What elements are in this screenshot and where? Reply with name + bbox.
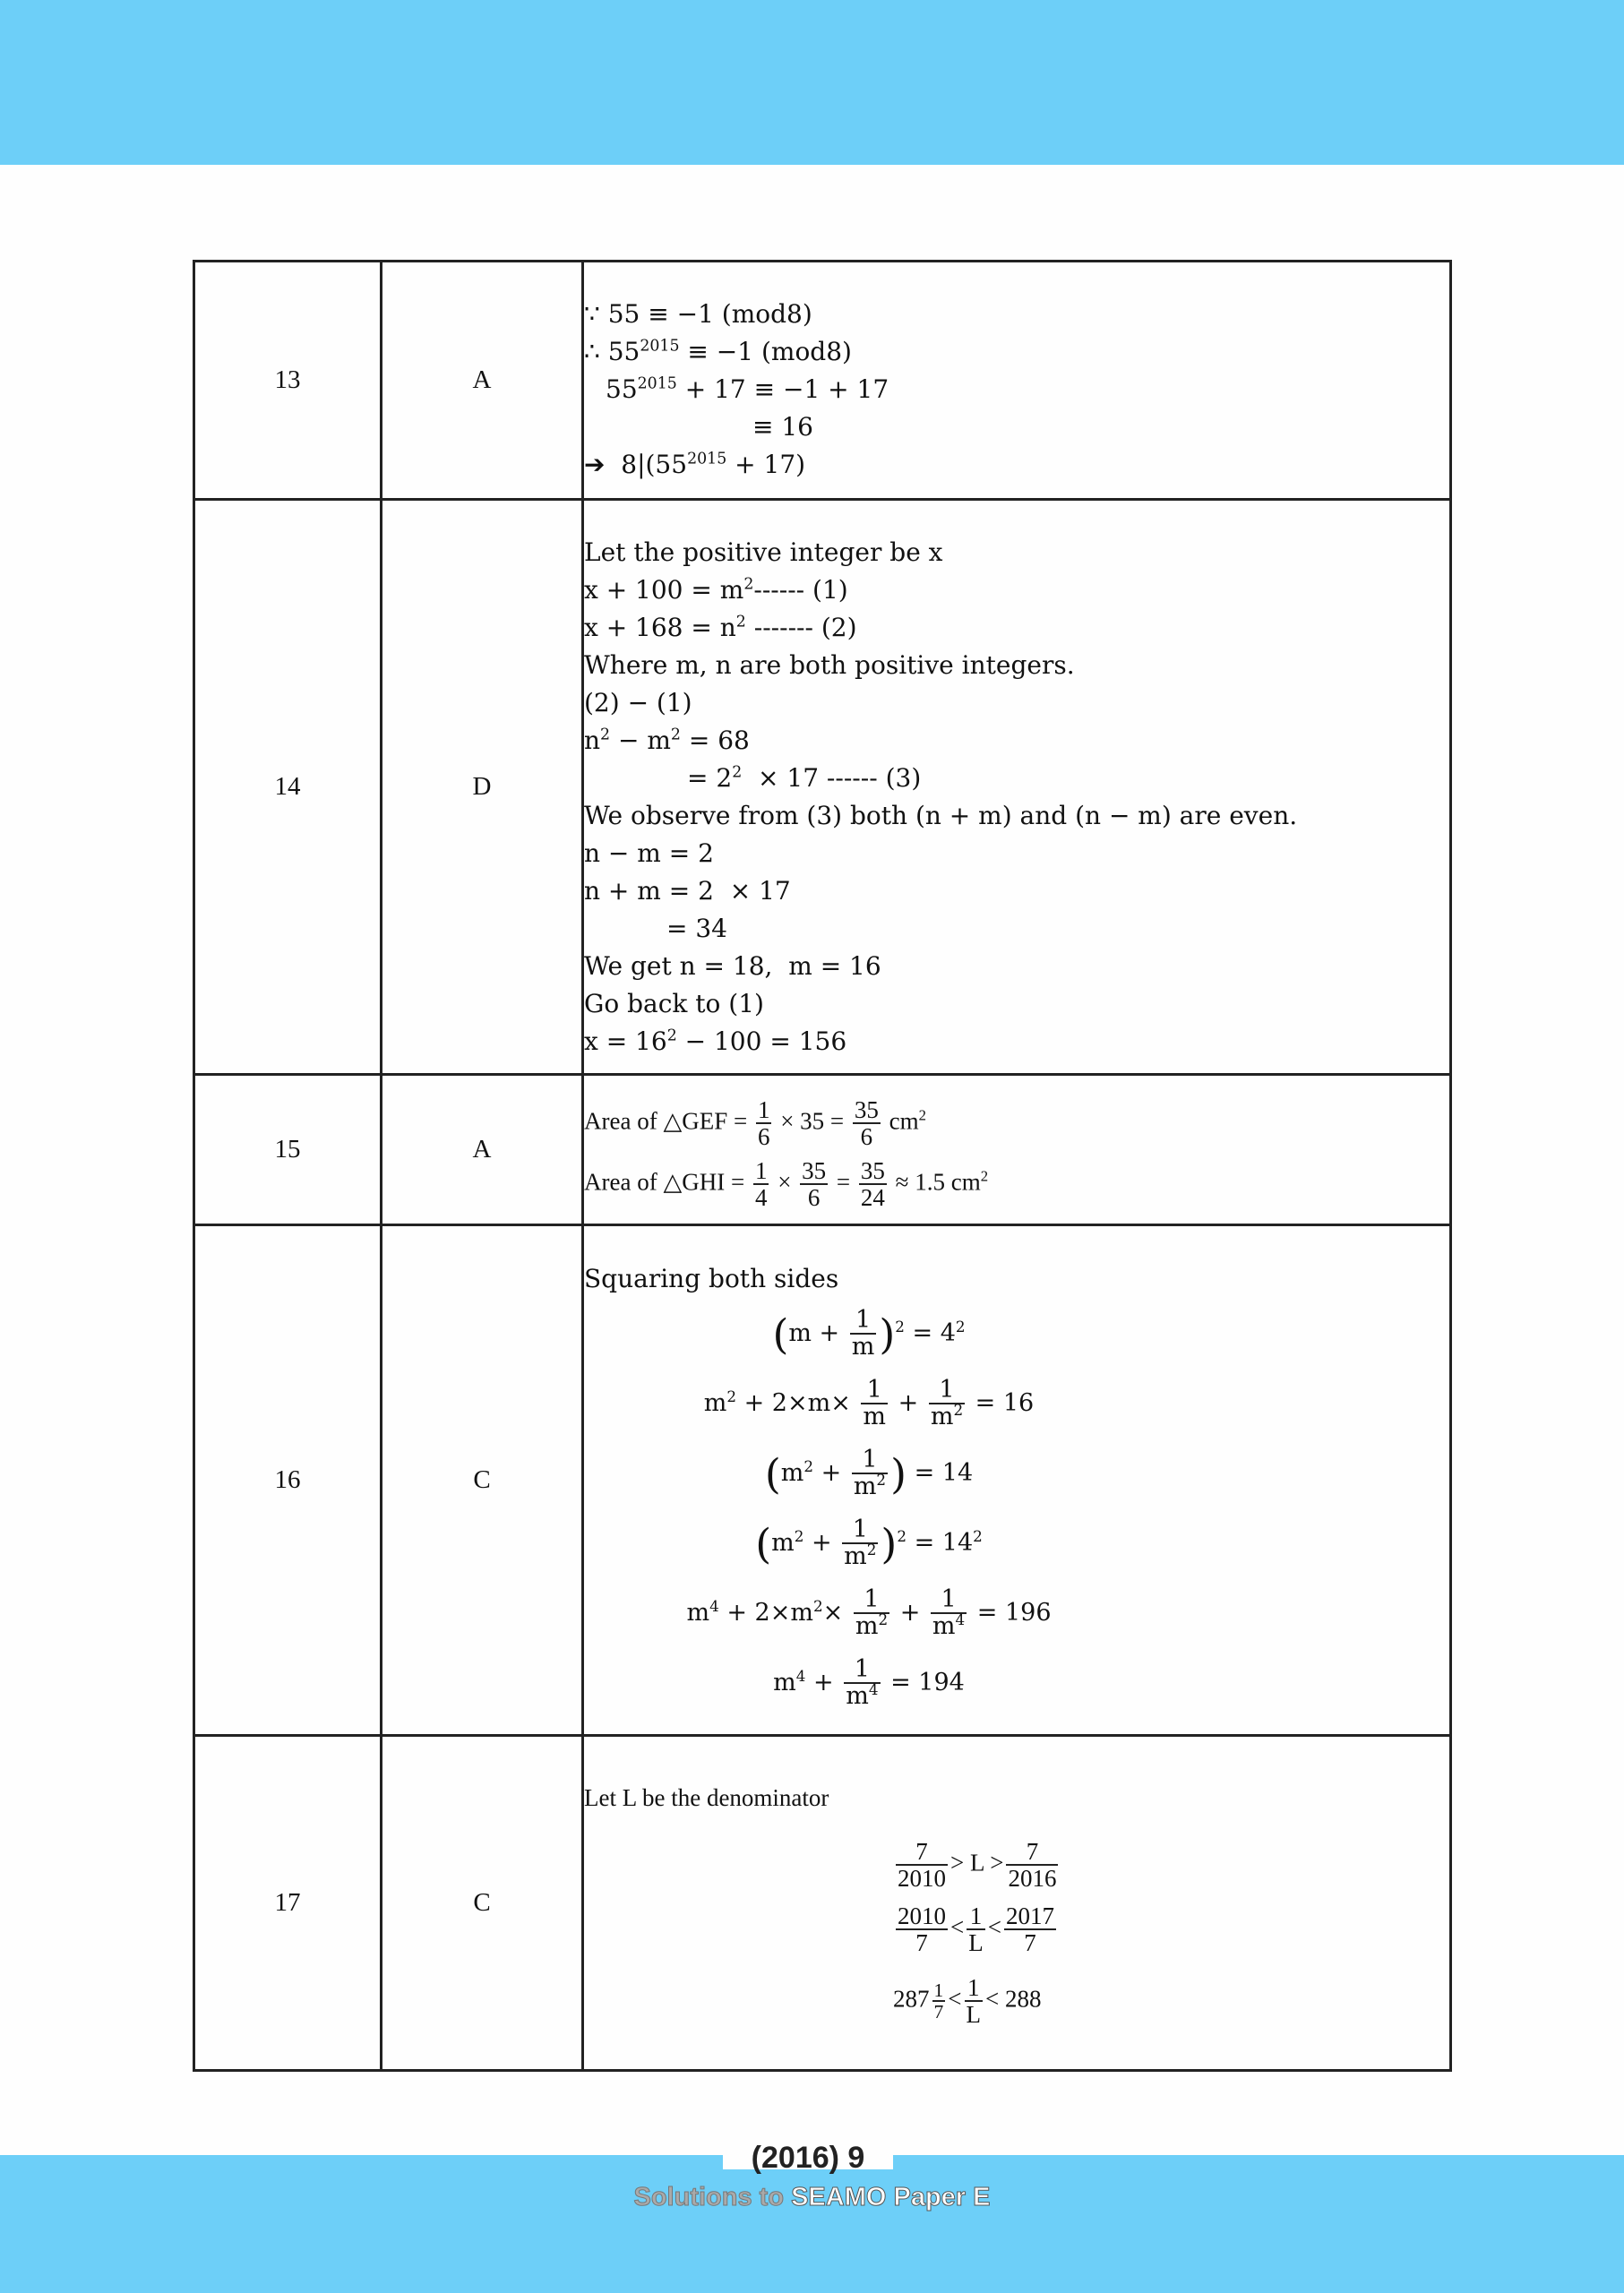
footer-title: Solutions to SEAMO Paper E [633,2183,991,2211]
question-number: 13 [194,262,382,500]
equation: $\frac{2010}{7}$ < $\frac{1}{L}$ < $\frac{2017}{7}$ [898,1902,1054,1957]
working-cell [583,500,1451,1075]
working-cell [583,262,1451,500]
working-line: (2) − (1) [584,687,692,717]
working-line: $x + 100 = m^2------$ (1) [584,574,848,605]
working-line: Go back to (1) [584,988,764,1018]
working-line: Let L be the denominator [584,1784,829,1811]
equation: 287 $\frac{1}{7}$ < $\frac{1}{L}$ < 288 [893,1974,1042,2029]
working-cell [583,1225,1451,1736]
working-line: = $2^2 \times 17$ ------ (3) [687,762,922,793]
answer-letter: C [382,1225,583,1736]
page-number: (2016) 9 [723,2143,893,2169]
working-line: We observe from (3) both (n + m) and (n − m) are even. [584,800,1298,830]
fraction: $\frac{1}{4}$ [754,1156,768,1211]
equation: $m^2 + 2\times m\times$ $\frac{1}{m}$ + $\frac{1}{m^2}$ = 16 [703,1375,1035,1430]
working-line: n − m = 2 [584,837,714,868]
working-line: Let the positive integer be x [584,537,943,567]
answer-letter: A [382,1075,583,1225]
equation: $m^4$ + $\frac{1}{m^4}$ = 194 [773,1654,965,1710]
table-row [194,262,1451,500]
equation: (m + $\frac{1}{m}$ )$^2 = 4^2$ [772,1305,966,1361]
working-line: Area of △GHI = $\frac{1}{4}$ × $\frac{35}{6}$ = $\frac{35}{24}$ ≈ 1.5 $cm^2$ [584,1156,989,1211]
working-line: ∴ $55^{2015} \equiv -1$ (mod8) [584,336,852,366]
equation: $m^4 + 2\times m^2\times$ $\frac{1}{m^2}$ + $\frac{1}{m^4}$ = 196 [686,1584,1052,1640]
working-line: Where m, n are both positive integers. [584,649,1075,680]
working-line: We get n = 18, m = 16 [584,950,881,981]
equation: ($m^2$ + $\frac{1}{m^2}$ ) = 14 [764,1445,974,1500]
answer-letter: D [382,500,583,1075]
question-number: 17 [194,1736,382,2071]
footer-band [0,2155,1624,2293]
equation: $\frac{7}{2010}$ > L > $\frac{7}{2016}$ [898,1838,1057,1893]
table-row [194,500,1451,1075]
solutions-table [193,260,1452,2072]
working-line: ∵ 55 ≡ −1 (mod8) [584,298,812,329]
table-row [194,1075,1451,1225]
fraction: $\frac{35}{24}$ [860,1156,885,1211]
fraction: $\frac{35}{6}$ [854,1095,879,1150]
working-line: $55^{2015} + 17 \equiv -1 + 17$ [606,374,889,404]
fraction: $\frac{1}{6}$ [757,1095,770,1150]
table-row [194,1736,1451,2071]
working-line: $x + 168 = n^2$ ------- (2) [584,612,857,642]
working-line: ≡ 16 [752,411,813,442]
question-number: 14 [194,500,382,1075]
answer-letter: A [382,262,583,500]
answer-letter: C [382,1736,583,2071]
table-row [194,1225,1451,1736]
working-line: = 34 [666,913,727,943]
working-line: ➔ $8|(55^{2015} + 17)$ [584,449,806,479]
arrow-right-icon: ➔ 8|(55 [584,449,688,479]
equation: ($m^2$ + $\frac{1}{m^2}$ )$^2 = 14^2$ [755,1515,983,1570]
working-line: n + m = 2 × 17 [584,875,791,906]
question-number: 16 [194,1225,382,1736]
fraction: $\frac{35}{6}$ [802,1156,827,1211]
header-band [0,0,1624,165]
working-cell [583,1736,1451,2071]
working-line: $n^2 - m^2 = 68$ [584,725,750,755]
working-line: $x = 16^2 - 100 = 156$ [584,1026,847,1056]
working-line: Squaring both sides [584,1263,839,1293]
working-cell [583,1075,1451,1225]
working-line: Area of △GEF = $\frac{1}{6}$ × 35 = $\frac{35}{6}$ $cm^2$ [584,1095,927,1150]
question-number: 15 [194,1075,382,1225]
